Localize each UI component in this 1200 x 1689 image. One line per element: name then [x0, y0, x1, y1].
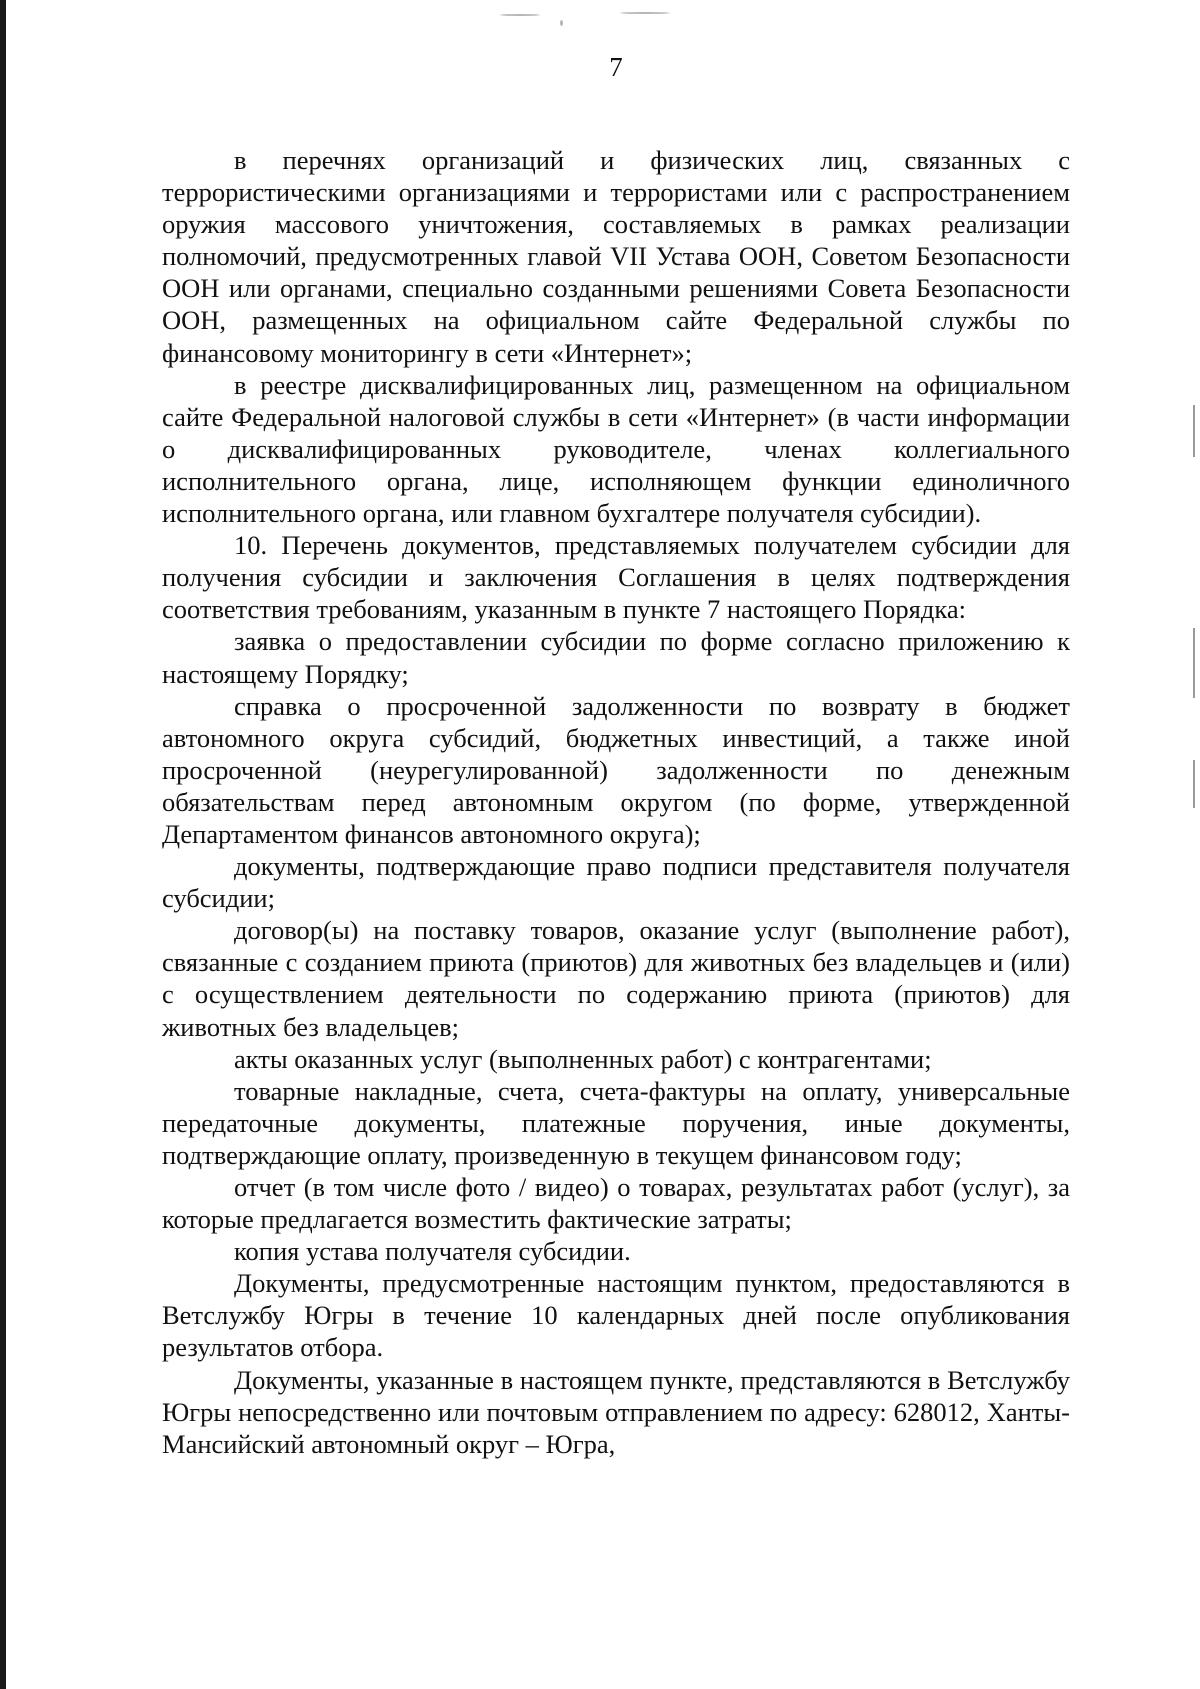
- paragraph: документы, подтверждающие право подписи представителя получателя субсидии;: [162, 851, 1070, 914]
- paragraph: 10. Перечень документов, представляемых получателем субсидии для получения субсидии и заключения Соглашения в целях подтверждения соответствия требованиям, указанным в пункте 7 настоящего Порядка:: [162, 530, 1070, 625]
- scan-speck: [560, 20, 563, 26]
- paragraph: в перечнях организаций и физических лиц, связанных с террористическими организациями и террористами или с распространением оружия массового уничтожения, составляемых в рамках реализации полномочий, предусмотренных главой VII Устава ООН, Советом Безопасности ООН или органами, специально созданными решениями Совета Безопасности ООН, размещенных на официальном сайте Федеральной службы по финансовому мониторингу в сети «Интернет»;: [162, 145, 1070, 368]
- page-number: 7: [609, 52, 623, 82]
- paragraph: заявка о предоставлении субсидии по форме согласно приложению к настоящему Порядку;: [162, 626, 1070, 689]
- scan-left-edge: [0, 0, 6, 1689]
- paragraph: акты оказанных услуг (выполненных работ) с контрагентами;: [234, 1043, 932, 1074]
- scan-speck: [500, 14, 540, 16]
- paragraph: договор(ы) на поставку товаров, оказание услуг (выполнение работ), связанные с созданием приюта (приютов) для животных без владельцев и (или) с осуществлением деятельности по содержанию приюта (приютов) для животных без владельцев;: [162, 915, 1070, 1042]
- paragraph: Документы, предусмотренные настоящим пунктом, предоставляются в Ветслужбу Югры в течение 10 календарных дней после опубликования результатов отбора.: [162, 1268, 1070, 1363]
- paragraph: в реестре дисквалифицированных лиц, размещенном на официальном сайте Федеральной налоговой службы в сети «Интернет» (в части информации о дисквалифицированных руководителе, членах коллегиального исполнительного органа, лице, исполняющем функции единоличного исполнительного органа, или главном бухгалтере получателя субсидии).: [162, 369, 1070, 529]
- scan-speck: [620, 12, 670, 14]
- paragraph: отчет (в том числе фото / видео) о товарах, результатах работ (услуг), за которые предлагается возместить фактические затраты;: [162, 1172, 1070, 1235]
- paragraph: товарные накладные, счета, счета-фактуры на оплату, универсальные передаточные документы, платежные поручения, иные документы, подтверждающие оплату, произведенную в текущем финансовом году;: [162, 1075, 1070, 1170]
- document-body: [162, 144, 1070, 1460]
- paragraph: справка о просроченной задолженности по возврату в бюджет автономного округа субсидий, бюджетных инвестиций, а также иной просроченной (неурегулированной) задолженности по денежным обязательствам перед автономным округом (по форме, утвержденной Департаментом финансов автономного округа);: [162, 690, 1070, 849]
- scan-edge-mark: [1193, 628, 1195, 698]
- paragraph: Документы, указанные в настоящем пункте, представляются в Ветслужбу Югры непосредственно или почтовым отправлением по адресу: 628012, Ханты-Мансийский автономный округ – Югра,: [162, 1364, 1070, 1459]
- scan-edge-mark: [1193, 405, 1195, 457]
- paragraph: копия устава получателя субсидии.: [234, 1236, 631, 1267]
- scan-edge-mark: [1193, 760, 1195, 808]
